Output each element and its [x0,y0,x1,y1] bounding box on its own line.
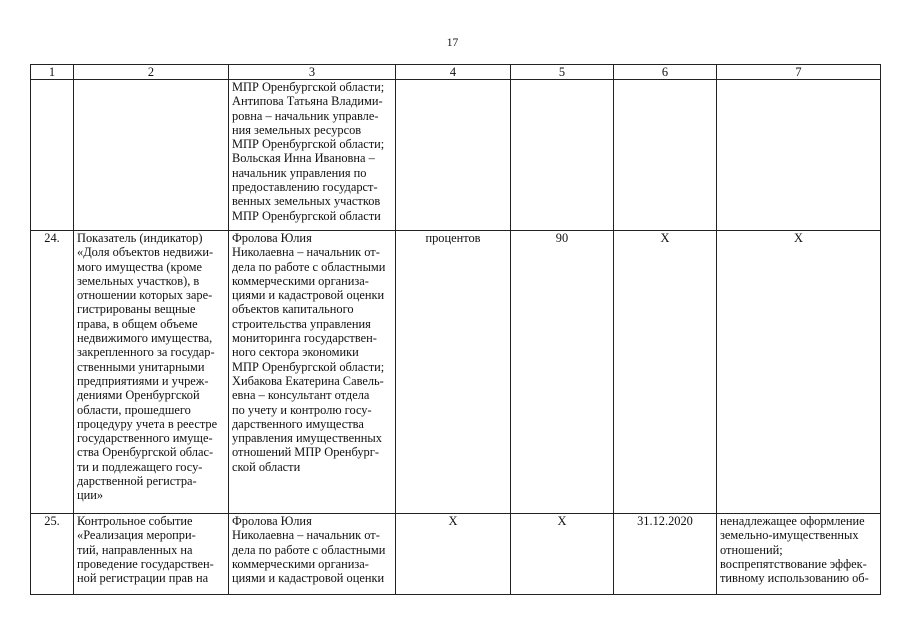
cell-line: ной регистрации прав на [77,571,209,586]
cell-line: ской области [232,459,301,474]
cell-line: дарственной регистра- [77,474,197,489]
unit-cell: процентов [396,231,511,514]
cell-line: отношении которых заре- [77,288,213,303]
row-number-cell: 24. [31,231,74,514]
table-row [31,231,881,514]
cell-line: Показатель (индикатор) [77,231,203,245]
cell-line: строительства управления [232,316,371,331]
cell-line: предоставлению государст- [232,180,378,195]
indicator-cell [74,231,229,514]
cell-line: закрепленного за государ- [77,345,215,360]
table-row [31,80,881,231]
page-number: 17 [446,37,459,49]
cell-line: мониторинга государствен- [232,331,377,346]
cell-line: процедуру учета в реестре [77,416,218,431]
responsible-cell [229,514,396,595]
row-number-cell [31,80,74,231]
cell-line: Хибакова Екатерина Савель- [232,373,384,388]
column-header: 3 [229,65,396,80]
cell-line: ции» [77,488,104,503]
risks-cell [717,80,881,231]
cell-line: Николаевна – начальник от- [232,245,380,260]
cell-line: X [794,231,803,245]
cell-line: Антипова Татьяна Владими- [232,94,383,109]
cell-line: циями и кадастровой оценки [232,571,385,586]
cell-line: ти и подлежащего госу- [77,459,203,474]
cell-line: тивному использованию об- [720,571,869,586]
column-header: 4 [396,65,511,80]
cell-line: Вольская Инна Ивановна – [232,151,375,166]
cell-line: ства Оренбургской облас- [77,445,214,460]
cell-line: воспрепятствование эффек- [720,556,867,571]
cell-line: недвижимого имущества, [77,331,213,346]
cell-line: ровна – начальник управле- [232,108,379,123]
unit-cell [396,80,511,231]
risks-cell [717,514,881,595]
cell-line: дарственного имущества [232,416,364,431]
cell-line: предприятиями и учреж- [77,373,209,388]
column-header: 5 [511,65,614,80]
header-row [31,65,881,80]
date-cell: X [614,231,717,514]
column-header: 7 [717,65,881,80]
cell-line: ненадлежащее оформление [720,514,865,528]
cell-line: проведение государствен- [77,556,214,571]
cell-line: ния земельных ресурсов [232,122,362,137]
cell-line: Фролова Юлия [232,514,312,528]
cell-line: циями и кадастровой оценки [232,288,385,303]
cell-line: Контрольное событие [77,514,193,528]
risks-cell [717,231,881,514]
cell-line: управления имущественных [232,431,382,446]
date-cell: 31.12.2020 [614,514,717,595]
value-cell: X [511,514,614,595]
value-cell: 90 [511,231,614,514]
cell-line: Фролова Юлия [232,231,312,245]
column-header: 2 [74,65,229,80]
cell-line: коммерческими организа- [232,273,369,288]
value-cell [511,80,614,231]
indicator-cell [74,514,229,595]
cell-line: по учету и контролю госу- [232,402,372,417]
indicator-cell [74,80,229,231]
cell-line: Николаевна – начальник от- [232,528,380,543]
column-header: 6 [614,65,717,80]
responsible-cell [229,231,396,514]
cell-line: МПР Оренбургской области [232,208,381,223]
cell-line: мого имущества (кроме [77,259,202,274]
cell-line: «Доля объектов недвижи- [77,245,214,260]
cell-line: МПР Оренбургской области; [232,80,385,94]
cell-line: дениями Оренбургской [77,388,200,403]
cell-line: коммерческими организа- [232,556,369,571]
responsible-cell [229,80,396,231]
program-table [30,64,881,595]
table-row [31,514,881,595]
cell-line: земельных участков), в [77,273,200,288]
cell-line: дела по работе с областными [232,259,386,274]
cell-line: отношений; [720,542,783,557]
column-header: 1 [31,65,74,80]
cell-line: дела по работе с областными [232,542,386,557]
cell-line: «Реализация меропри- [77,528,196,543]
cell-line: отношений МПР Оренбург- [232,445,379,460]
cell-line: ственными унитарными [77,359,205,374]
cell-line: гистрированы вещные [77,302,196,317]
cell-line: объектов капитального [232,302,354,317]
cell-line: области, прошедшего [77,402,191,417]
cell-line: МПР Оренбургской области; [232,137,385,152]
cell-line: евна – консультант отдела [232,388,370,403]
cell-line: тий, направленных на [77,542,193,557]
unit-cell: X [396,514,511,595]
cell-line: права, в общем объеме [77,316,198,331]
cell-line: земельно-имущественных [720,528,859,543]
cell-line: начальник управления по [232,165,367,180]
row-number-cell: 25. [31,514,74,595]
cell-line: МПР Оренбургской области; [232,359,385,374]
cell-line: государственного имуще- [77,431,213,446]
cell-line: ного сектора экономики [232,345,359,360]
cell-line: венных земельных участков [232,194,381,209]
date-cell [614,80,717,231]
